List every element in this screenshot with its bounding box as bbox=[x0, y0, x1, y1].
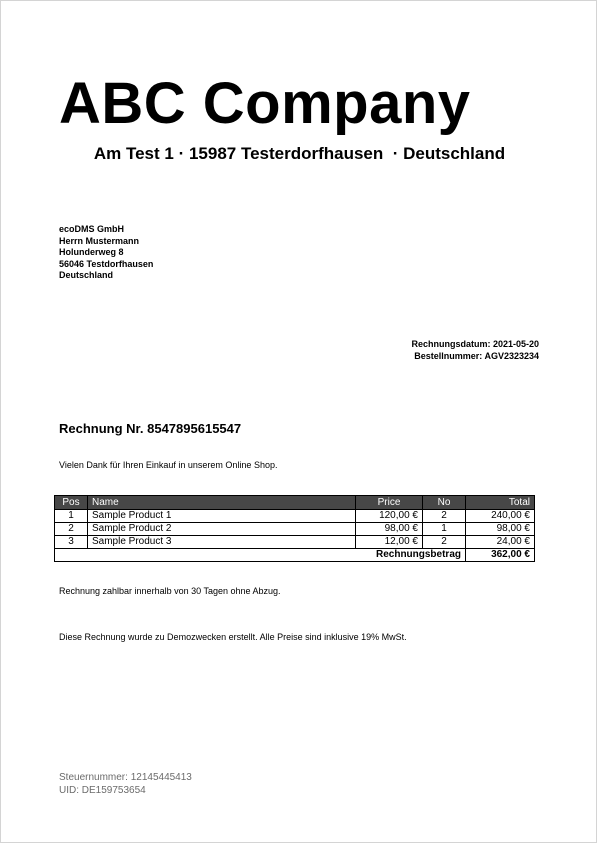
tax-number: Steuernummer: 12145445413 bbox=[59, 772, 192, 783]
recipient-company: ecoDMS GmbH bbox=[59, 224, 125, 234]
cell-price: 98,00 € bbox=[356, 523, 423, 536]
cell-pos: 1 bbox=[55, 510, 88, 523]
recipient-city: 56046 Testdorfhausen bbox=[59, 258, 154, 269]
cell-no: 1 bbox=[423, 523, 466, 536]
cell-price: 120,00 € bbox=[356, 510, 423, 523]
sum-value: 362,00 € bbox=[466, 549, 535, 562]
thanks-text: Vielen Dank für Ihren Einkauf in unserem Online Shop. bbox=[59, 460, 278, 470]
cell-name: Sample Product 2 bbox=[88, 523, 356, 536]
header-no: No bbox=[423, 496, 466, 510]
items-table bbox=[54, 495, 535, 562]
header-name: Name bbox=[88, 496, 356, 510]
recipient-street: Holunderweg 8 bbox=[59, 247, 124, 257]
company-logo-text: ABC Company bbox=[59, 71, 471, 136]
cell-name: Sample Product 3 bbox=[88, 536, 356, 549]
footer bbox=[59, 772, 192, 797]
table-row bbox=[55, 536, 535, 549]
invoice-title: Rechnung Nr. 8547895615547 bbox=[59, 421, 242, 436]
cell-total: 98,00 € bbox=[466, 523, 535, 536]
sum-label: Rechnungsbetrag bbox=[55, 549, 466, 562]
header-total: Total bbox=[466, 496, 535, 510]
order-number: Bestellnummer: AGV2323234 bbox=[414, 350, 539, 361]
invoice-meta bbox=[411, 339, 539, 362]
header-pos: Pos bbox=[55, 496, 88, 510]
table-row bbox=[55, 523, 535, 536]
table-row bbox=[55, 510, 535, 523]
uid-number: UID: DE159753654 bbox=[59, 784, 146, 796]
recipient-country: Deutschland bbox=[59, 270, 114, 280]
cell-total: 24,00 € bbox=[466, 536, 535, 549]
payment-terms: Rechnung zahlbar innerhalb von 30 Tagen ohne Abzug. bbox=[59, 586, 281, 596]
cell-no: 2 bbox=[423, 536, 466, 549]
recipient-address bbox=[59, 224, 153, 282]
table-sum-row bbox=[55, 549, 535, 562]
demo-note: Diese Rechnung wurde zu Demozwecken erstellt. Alle Preise sind inklusive 19% MwSt. bbox=[59, 632, 407, 642]
invoice-date: Rechnungsdatum: 2021-05-20 bbox=[411, 339, 539, 349]
cell-pos: 3 bbox=[55, 536, 88, 549]
cell-price: 12,00 € bbox=[356, 536, 423, 549]
cell-name: Sample Product 1 bbox=[88, 510, 356, 523]
table-header-row bbox=[55, 496, 535, 510]
cell-total: 240,00 € bbox=[466, 510, 535, 523]
cell-pos: 2 bbox=[55, 523, 88, 536]
cell-no: 2 bbox=[423, 510, 466, 523]
header-price: Price bbox=[356, 496, 423, 510]
company-address: Am Test 1 · 15987 Testerdorfhausen · Deutschland bbox=[93, 144, 506, 163]
recipient-contact: Herrn Mustermann bbox=[59, 235, 140, 246]
